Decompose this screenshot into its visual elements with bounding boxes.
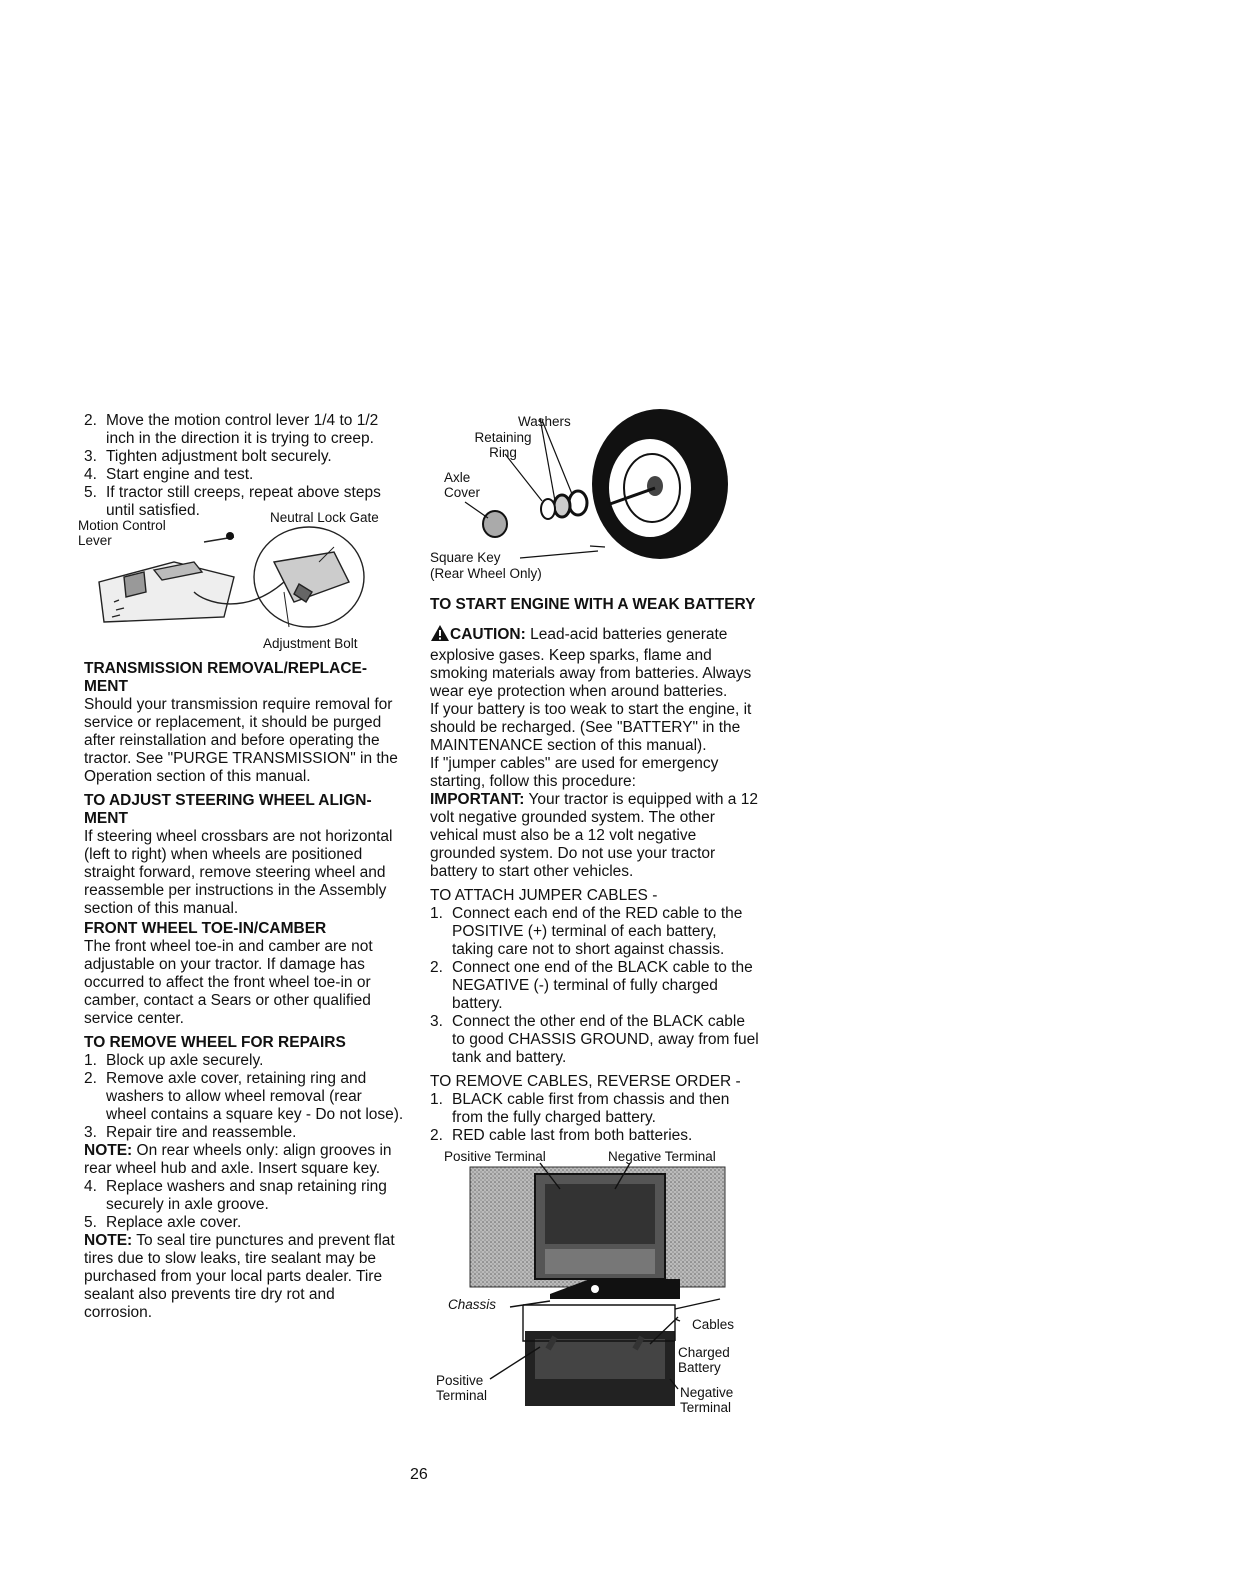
remove-wheel-steps-b xyxy=(84,1178,404,1232)
warning-triangle-icon xyxy=(430,624,450,647)
list-item-number: 5. xyxy=(84,1214,97,1231)
right-column xyxy=(430,406,760,1421)
wheel-assembly-figure xyxy=(430,406,760,588)
list-item-number: 5. xyxy=(84,484,97,501)
transmission-heading: TRANSMISSION REMOVAL/REPLACE-MENT xyxy=(84,660,368,695)
adjustment-bolt-label: Adjustment Bolt xyxy=(263,636,358,651)
caution-label: CAUTION: xyxy=(450,626,526,643)
list-item-number: 3. xyxy=(84,448,97,465)
list-item-text: Block up axle securely. xyxy=(106,1052,264,1069)
jumper-cable-intro: If "jumper cables" are used for emergency starting, follow this procedure: xyxy=(430,755,719,790)
motion-control-figure xyxy=(78,510,404,651)
list-item xyxy=(430,1091,760,1127)
list-item-number: 1. xyxy=(430,1091,443,1108)
list-item xyxy=(84,1124,404,1142)
rear-wheel-note xyxy=(84,1142,404,1178)
list-item xyxy=(84,1052,404,1070)
transmission-body: Should your transmission require removal for service or replacement, it should be purged after reinstallation and before operating the tractor. See "PURGE TRANSMISSION" in the Operation section of this manual. xyxy=(84,696,398,785)
note-label: NOTE: xyxy=(84,1232,133,1249)
list-item-number: 1. xyxy=(430,905,443,922)
remove-cables-steps xyxy=(430,1091,760,1145)
weak-battery-heading: TO START ENGINE WITH A WEAK BATTERY xyxy=(430,596,756,613)
list-item-number: 2. xyxy=(84,412,97,429)
list-item-number: 4. xyxy=(84,1178,97,1195)
jumper-cable-figure xyxy=(430,1149,760,1421)
list-item-text: Move the motion control lever 1/4 to 1/2 inch in the direction it is trying to creep. xyxy=(106,412,379,447)
retaining-ring-label: Retaining Ring xyxy=(474,430,532,460)
sealant-note xyxy=(84,1232,404,1322)
motion-control-lever-label: Motion Control Lever xyxy=(78,518,166,548)
list-item-number: 1. xyxy=(84,1052,97,1069)
list-item-text: RED cable last from both batteries. xyxy=(452,1127,693,1144)
list-item xyxy=(430,959,760,1013)
negative-terminal-top-label: Negative Terminal xyxy=(608,1149,716,1164)
list-item xyxy=(84,412,404,448)
list-item xyxy=(84,1070,404,1124)
list-item-number: 2. xyxy=(430,1127,443,1144)
remove-cables-title: TO REMOVE CABLES, REVERSE ORDER - xyxy=(430,1073,741,1090)
list-item xyxy=(84,1178,404,1214)
list-item-text: Connect one end of the BLACK cable to the NEGATIVE (-) terminal of fully charged battery. xyxy=(452,959,753,1012)
remove-wheel-heading: TO REMOVE WHEEL FOR REPAIRS xyxy=(84,1034,346,1051)
list-item xyxy=(84,1214,404,1232)
list-item-text: Connect the other end of the BLACK cable to good CHASSIS GROUND, away from fuel tank and battery. xyxy=(452,1013,759,1066)
attach-cables-steps xyxy=(430,905,760,1067)
neutral-lock-gate-label: Neutral Lock Gate xyxy=(270,510,379,525)
list-item-text: Replace axle cover. xyxy=(106,1214,242,1231)
chassis-label: Chassis xyxy=(448,1297,497,1312)
list-item-text: Repair tire and reassemble. xyxy=(106,1124,297,1141)
creep-steps-list xyxy=(84,412,404,520)
charged-battery-label: Charged Battery xyxy=(678,1345,730,1375)
steering-heading: TO ADJUST STEERING WHEEL ALIGN-MENT xyxy=(84,792,372,827)
list-item-text: If tractor still creeps, repeat above steps until satisfied. xyxy=(106,484,381,519)
steering-body: If steering wheel crossbars are not horizontal (left to right) when wheels are positioned straight forward, remove steering wheel and reassemble per instructions in the Assembly section of this manual. xyxy=(84,828,393,917)
cables-label: Cables xyxy=(692,1317,735,1332)
list-item xyxy=(430,905,760,959)
important-text: Your tractor is equipped with a 12 volt negative grounded system. The other vehical must also be a 12 volt negative grounded system. Do not use your tractor battery to start other vehicles. xyxy=(430,791,758,880)
page-number: 26 xyxy=(410,1466,428,1483)
list-item-number: 2. xyxy=(84,1070,97,1087)
note-text: On rear wheels only: align grooves in rear wheel hub and axle. Insert square key. xyxy=(84,1142,392,1177)
note-text: To seal tire punctures and prevent flat tires due to slow leaks, tire sealant may be purchased from your local parts dealer. Tire sealant also prevents tire dry rot and corrosion. xyxy=(84,1232,395,1321)
positive-terminal-top-label: Positive Terminal xyxy=(444,1149,546,1164)
important-paragraph xyxy=(430,791,760,881)
axle-cover-label: Axle Cover xyxy=(444,470,481,500)
list-item-text: Tighten adjustment bolt securely. xyxy=(106,448,332,465)
square-key-label: Square Key xyxy=(430,550,501,565)
negative-terminal-bottom-label: Negative Terminal xyxy=(680,1385,734,1415)
remove-wheel-steps-a xyxy=(84,1052,404,1142)
list-item xyxy=(84,466,404,484)
list-item-number: 3. xyxy=(84,1124,97,1141)
list-item xyxy=(430,1013,760,1067)
recharge-paragraph: If your battery is too weak to start the engine, it should be recharged. (See "BATTERY" in the MAINTENANCE section of this manual). xyxy=(430,701,752,754)
left-column xyxy=(78,412,404,1322)
list-item xyxy=(84,448,404,466)
important-label: IMPORTANT: xyxy=(430,791,525,808)
list-item-text: BLACK cable first from chassis and then from the fully charged battery. xyxy=(452,1091,730,1126)
list-item xyxy=(430,1127,760,1145)
caution-text: Lead-acid batteries generate explosive gases. Keep sparks, flame and smoking materials away from batteries. Always wear eye protection when around batteries. xyxy=(430,626,752,700)
toe-camber-heading: FRONT WHEEL TOE-IN/CAMBER xyxy=(84,920,327,937)
list-item-text: Replace washers and snap retaining ring securely in axle groove. xyxy=(106,1178,387,1213)
list-item-text: Remove axle cover, retaining ring and washers to allow wheel removal (rear wheel contains a square key - Do not lose). xyxy=(106,1070,404,1123)
washers-label: Washers xyxy=(518,414,571,429)
attach-cables-title: TO ATTACH JUMPER CABLES - xyxy=(430,887,658,904)
caution-paragraph xyxy=(430,624,760,701)
positive-terminal-bottom-label: Positive Terminal xyxy=(436,1373,488,1403)
list-item-number: 3. xyxy=(430,1013,443,1030)
list-item-number: 2. xyxy=(430,959,443,976)
rear-wheel-only-label: (Rear Wheel Only) xyxy=(430,566,542,581)
note-label: NOTE: xyxy=(84,1142,133,1159)
list-item-number: 4. xyxy=(84,466,97,483)
list-item-text: Start engine and test. xyxy=(106,466,254,483)
toe-camber-body: The front wheel toe-in and camber are not adjustable on your tractor. If damage has occurred to affect the front wheel toe-in or camber, contact a Sears or other qualified service center. xyxy=(84,938,373,1027)
list-item-text: Connect each end of the RED cable to the POSITIVE (+) terminal of each battery, taking care not to short against chassis. xyxy=(452,905,743,958)
